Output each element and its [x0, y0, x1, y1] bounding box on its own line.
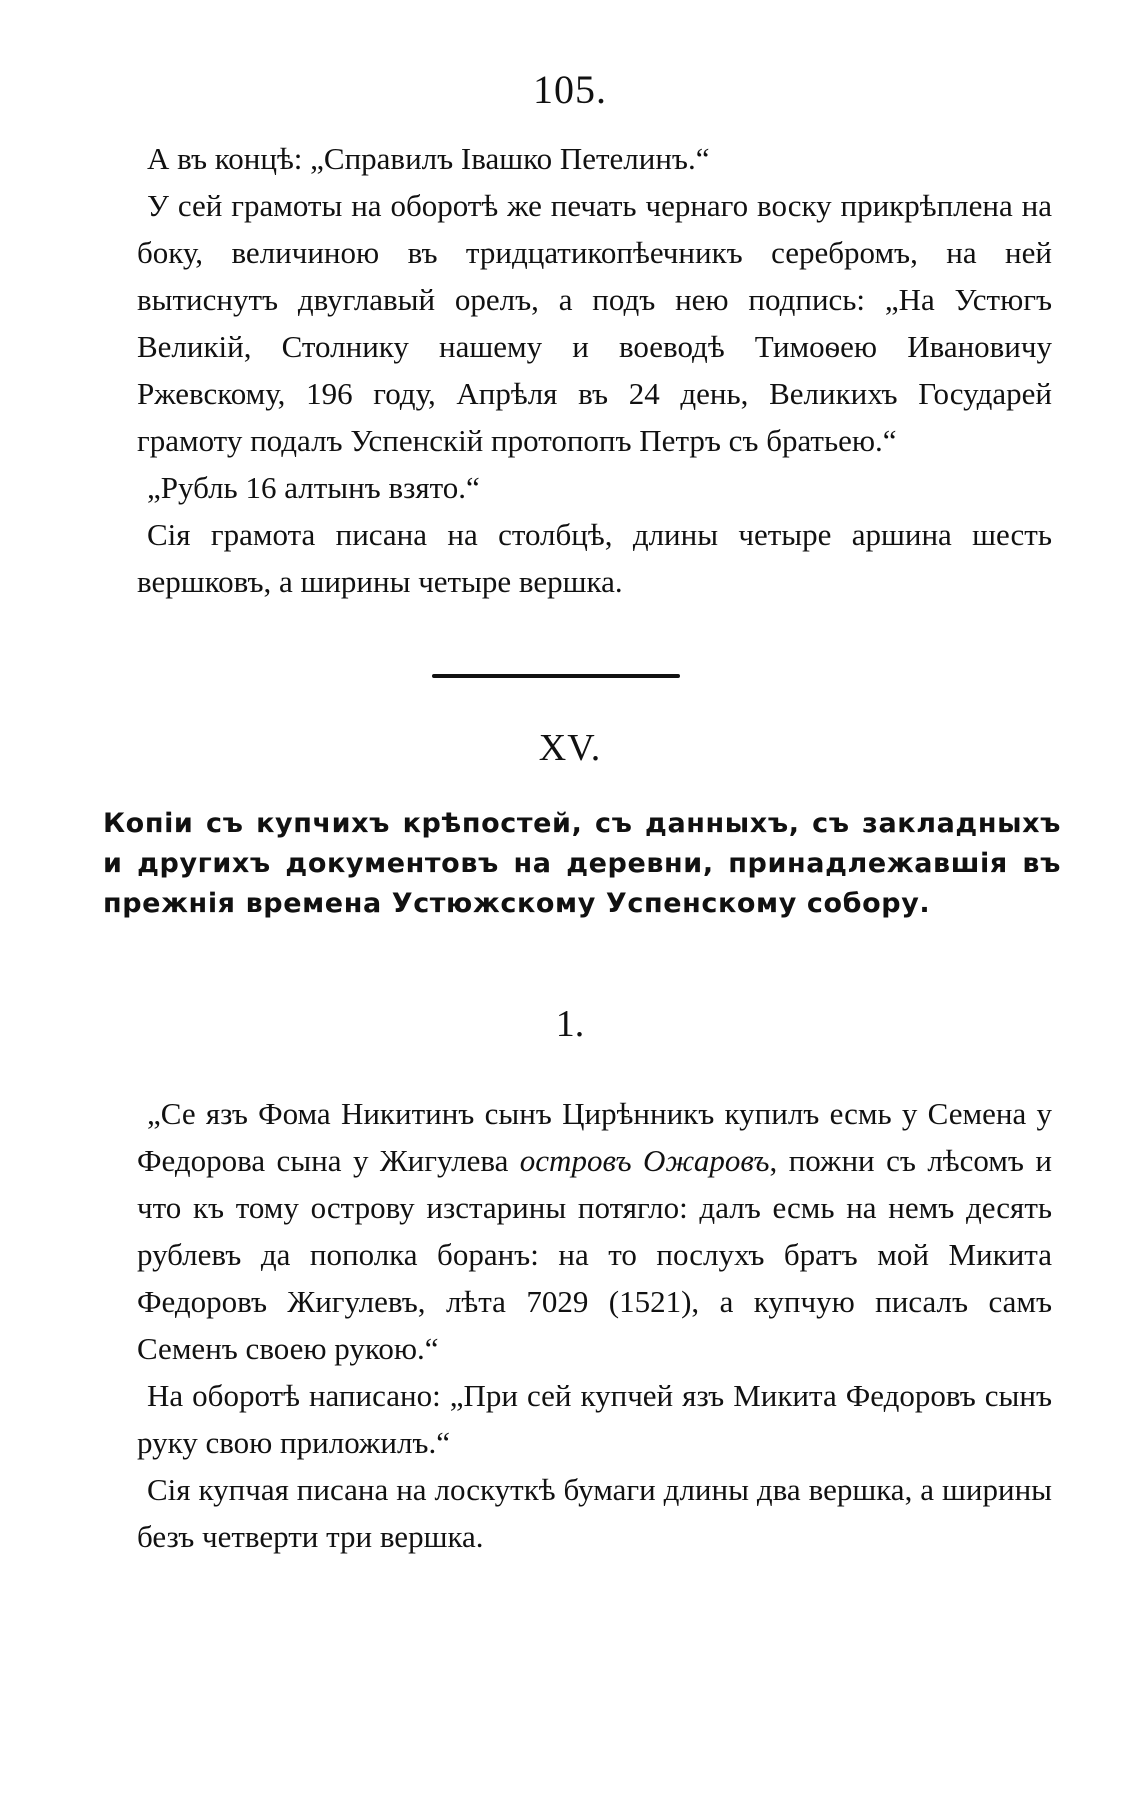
section-heading: Копіи съ купчихъ крѣпостей, съ данныхъ, съ закладныхъ и другихъ документовъ на деревни, принадлежавшія въ прежнія времена Устюжскому Успенскому собору. — [103, 808, 1061, 919]
paragraph-fee-note: „Рубль 16 алтынъ взято.“ — [147, 470, 480, 505]
paragraph-seal-description: У сей грамоты на оборотѣ же печать чернаго воску прикрѣплена на боку, величиною въ тридцатикопѣечникъ серебромъ, на ней вытиснутъ двуглавый орелъ, а подъ нею подпись: „На Устюгъ Великій, Столнику нашему и воеводѣ Тимоѳею Ивановичу Ржевскому, 196 году, Апрѣля въ 24 день, Великихъ Государей грамоту подалъ Успенскій протопопъ Петръ съ братьею.“ — [137, 188, 1052, 458]
document-numeral: 1. — [555, 1003, 585, 1045]
deed-italic-island-name: островъ Ожаровъ — [519, 1143, 770, 1178]
paragraph-closing-signature: А въ концѣ: „Справилъ Івашко Петелинъ.“ — [147, 141, 710, 176]
deed-text-end: , пожни съ лѣсомъ и что къ тому острову изстарины потягло: далъ есмь на немъ десять рублевъ да пополка боранъ: на то послухъ братъ мой Микита Федоровъ Жигулевъ, лѣта 7029 (1521), а купчую писалъ самъ Семенъ своею рукою.“ — [137, 1143, 1052, 1366]
upper-text-block — [137, 135, 1052, 605]
paragraph-deed-dimensions: Сія купчая писана на лоскуткѣ бумаги длины два вершка, а ширины безъ четверти три вершка. — [137, 1472, 1052, 1554]
deed-text-start: „Се язъ Фома Никитинъ сынъ Цирѣнникъ купилъ есмь у Семена у Федорова сына у Жигулева — [137, 1096, 1052, 1178]
document-text-block — [137, 1090, 1052, 1560]
paragraph-purchase-deed — [137, 1090, 1052, 1372]
section-numeral: XV. — [538, 727, 602, 769]
paragraph-charter-dimensions: Сія грамота писана на столбцѣ, длины четыре аршина шесть вершковъ, а ширины четыре вершка. — [137, 517, 1052, 599]
page-number: 105. — [533, 67, 607, 112]
paragraph-reverse-inscription: На оборотѣ написано: „При сей купчей язъ Микита Федоровъ сынъ руку свою приложилъ.“ — [137, 1378, 1052, 1460]
section-divider-rule — [432, 674, 680, 678]
